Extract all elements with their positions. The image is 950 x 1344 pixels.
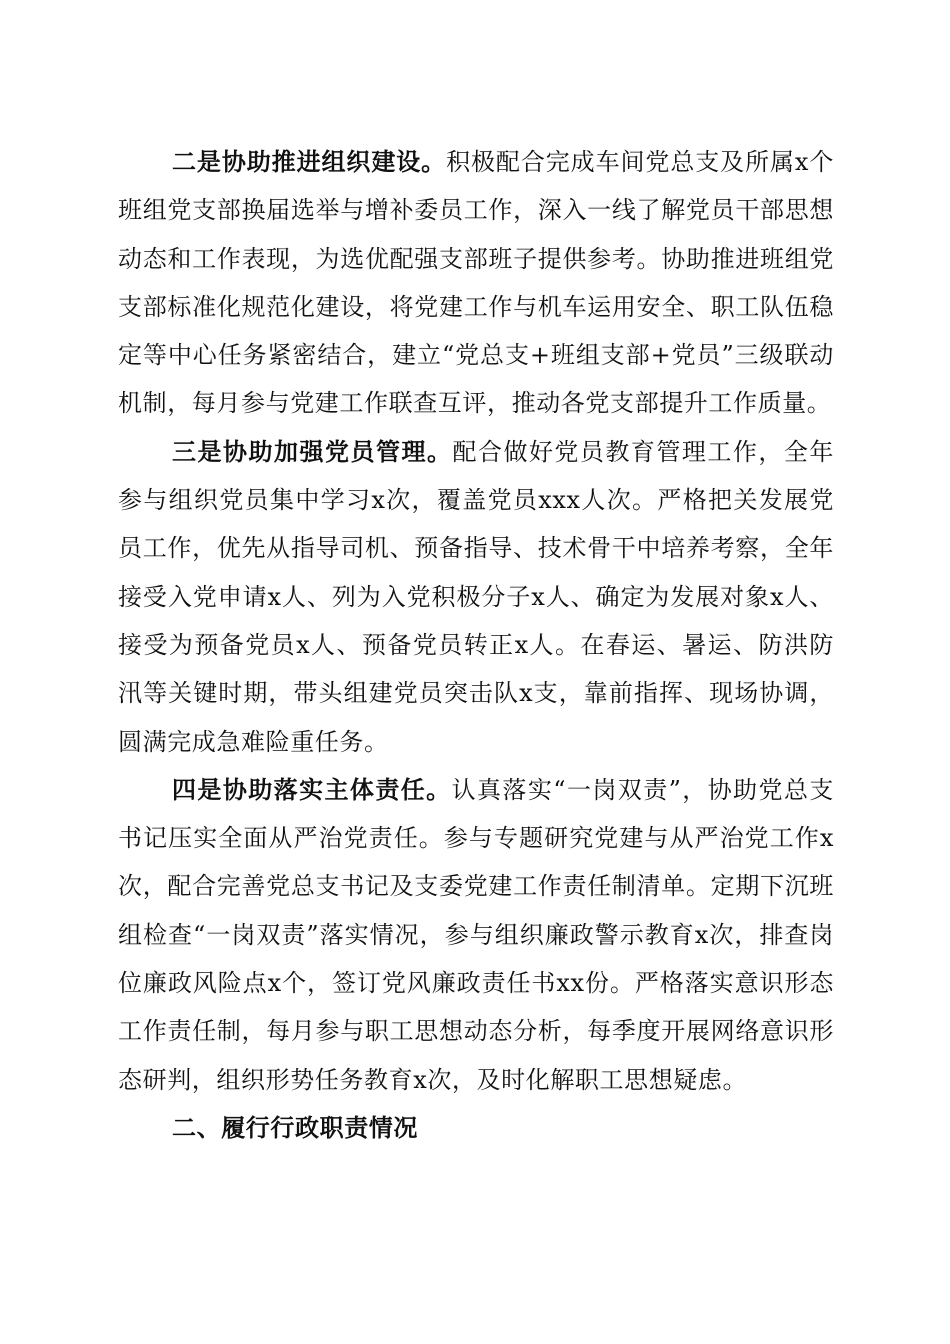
section-heading: 二、履行行政职责情况 <box>172 1113 418 1142</box>
paragraph-main-responsibility <box>118 766 834 1104</box>
paragraph-text: 认真落实“一岗双责”，协助党总支书记压实全面从严治党责任。参与专题研究党建与从严治党工作x次，配合完善党总支书记及支委党建工作责任制清单。定期下沉班组检查“一岗双责”落实情况，参与组织廉政警示教育x次，排查岗位廉政风险点x个，签订党风廉政责任书xx份。严格落实意识形态工作责任制，每月参与职工思想动态分析，每季度开展网络意识形态研判，组织形势任务教育x次，及时化解职工思想疑虑。 <box>118 775 834 1094</box>
paragraph-text: 积极配合完成车间党总支及所属x个班组党支部换届选举与增补委员工作，深入一线了解党员干部思想动态和工作表现，为选优配强支部班子提供参考。协助推进班组党支部标准化规范化建设，将党建工作与机车运用安全、职工队伍稳定等中心任务紧密结合，建立“党总支+班组支部+党员”三级联动机制，每月参与党建工作联查互评，推动各党支部提升工作质量。 <box>118 148 834 418</box>
paragraph-text: 配合做好党员教育管理工作，全年参与组织党员集中学习x次，覆盖党员xxx人次。严格把关发展党员工作，优先从指导司机、预备指导、技术骨干中培养考察，全年接受入党申请x人、列为入党积极分子x人、确定为发展对象x人、接受为预备党员x人、预备党员转正x人。在春运、暑运、防洪防汛等关键时期，带头组建党员突击队x支，靠前指挥、现场协调，圆满完成急难险重任务。 <box>118 437 834 756</box>
paragraph-lead: 四是协助落实主体责任。 <box>172 775 452 804</box>
paragraph-lead: 三是协助加强党员管理。 <box>172 437 453 466</box>
paragraph-member-management <box>118 428 834 766</box>
document-body <box>118 138 834 1152</box>
paragraph-lead: 二是协助推进组织建设。 <box>172 148 447 176</box>
paragraph-organization-building <box>118 138 834 428</box>
